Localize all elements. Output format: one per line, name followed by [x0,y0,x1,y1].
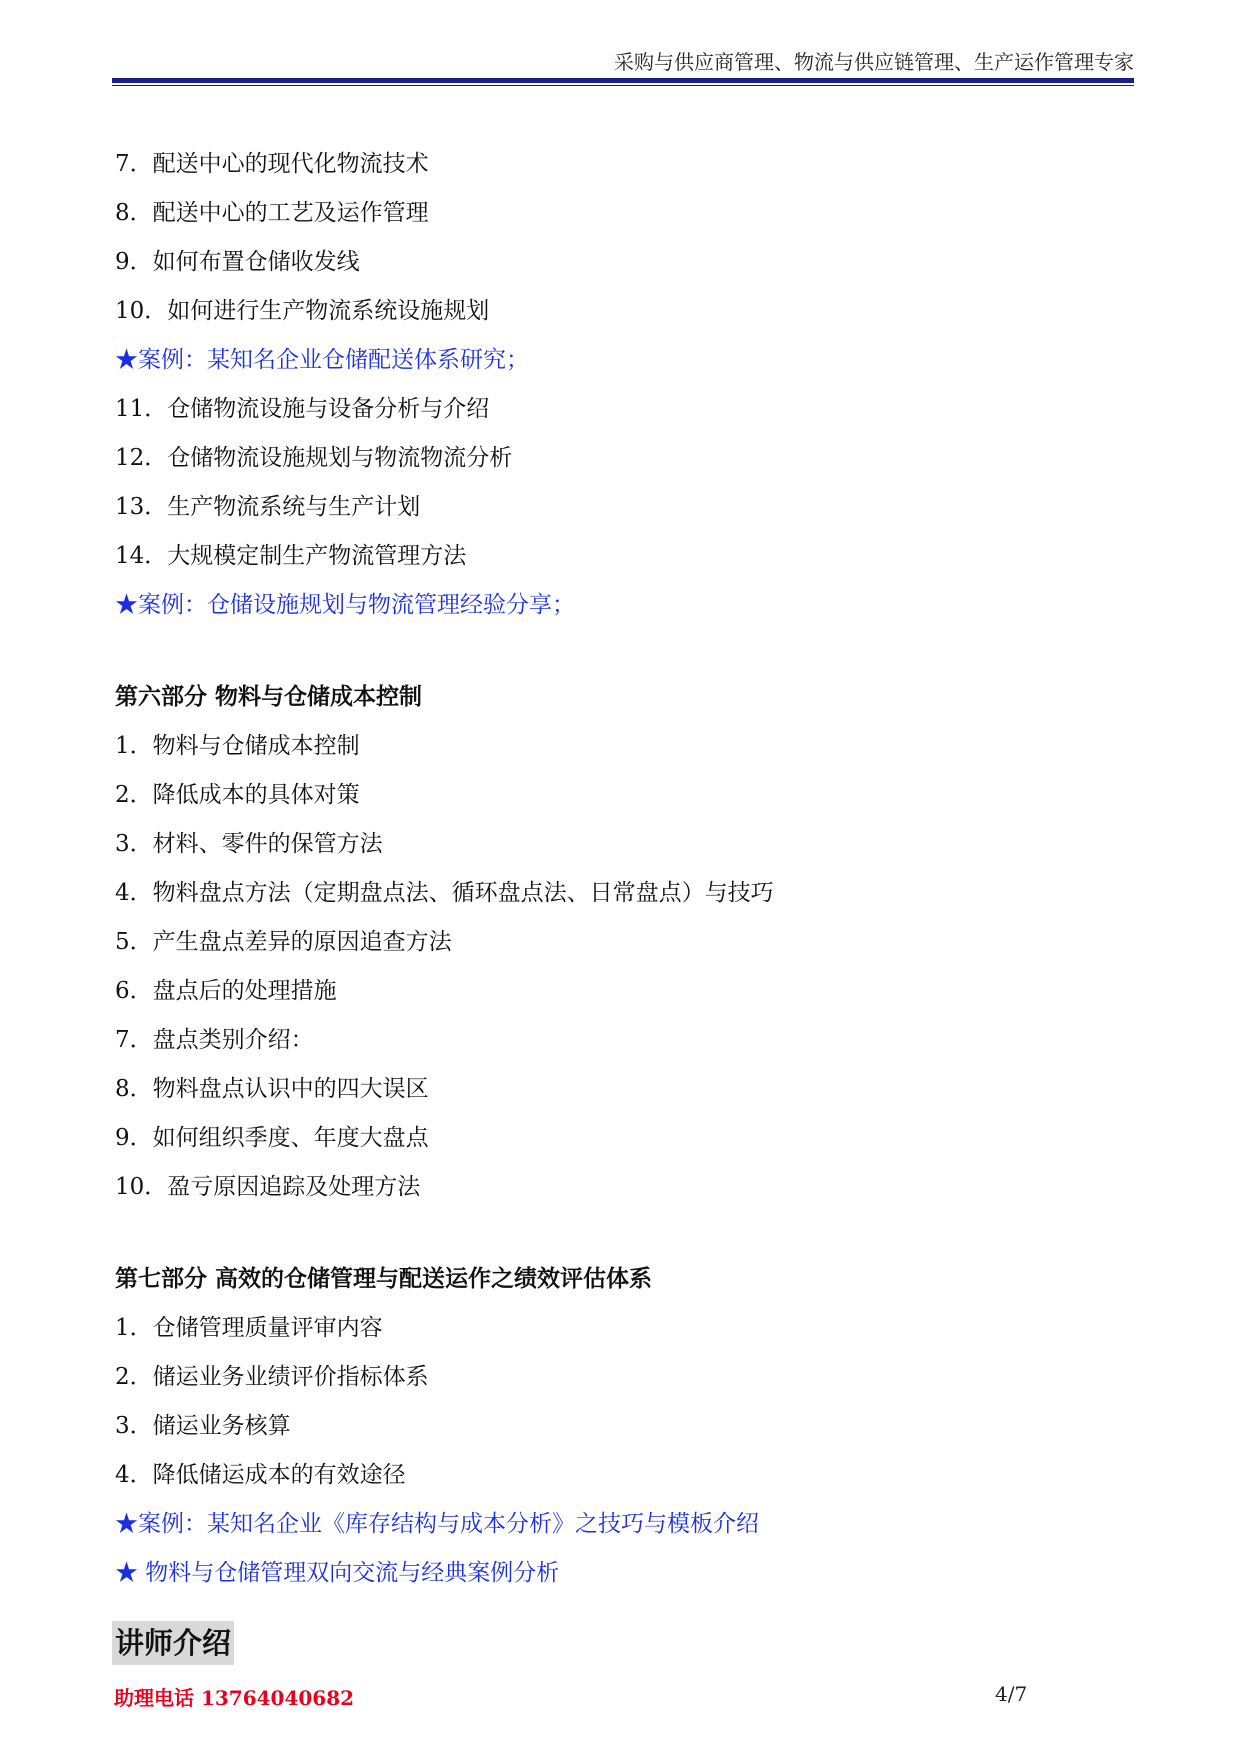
case-item: ★案例：某知名企业《库存结构与成本分析》之技巧与模板介绍 [115,1511,759,1537]
document-body [115,142,1135,1600]
list-item: 7．盘点类别介绍： [115,1027,314,1053]
list-item: 14．大规模定制生产物流管理方法 [115,543,467,569]
page-number: 4/7 [995,1682,1028,1706]
section-title-6: 第六部分 物料与仓储成本控制 [115,683,423,710]
case-item: ★ 物料与仓储管理双向交流与经典案例分析 [115,1560,560,1586]
list-item: 12．仓储物流设施规划与物流物流分析 [115,445,513,471]
list-item: 10．如何进行生产物流系统设施规划 [115,298,490,324]
section-title-7: 第七部分 高效的仓储管理与配送运作之绩效评估体系 [115,1265,653,1292]
header-rule-thin [112,85,1134,86]
list-item: 5．产生盘点差异的原因追查方法 [115,929,452,955]
case-item: ★案例：某知名企业仓储配送体系研究； [115,347,529,373]
list-item: 2．储运业务业绩评价指标体系 [115,1364,429,1390]
list-item: 1．仓储管理质量评审内容 [115,1315,383,1341]
list-item: 3．材料、零件的保管方法 [115,831,383,857]
list-item: 4．物料盘点方法（定期盘点法、循环盘点法、日常盘点）与技巧 [115,880,774,906]
list-item: 7．配送中心的现代化物流技术 [115,151,429,177]
list-item: 13．生产物流系统与生产计划 [115,494,421,520]
list-item: 9．如何布置仓储收发线 [115,249,360,275]
footer-phone: 助理电话 13764040682 [114,1686,355,1710]
instructor-heading: 讲师介绍 [112,1621,234,1665]
header-rule-thick [112,78,1134,83]
list-item: 4．降低储运成本的有效途径 [115,1462,406,1488]
page-header [112,46,1134,86]
list-item: 10．盈亏原因追踪及处理方法 [115,1174,421,1200]
list-item: 1．物料与仓储成本控制 [115,733,360,759]
list-item: 3．储运业务核算 [115,1413,291,1439]
case-item: ★案例：仓储设施规划与物流管理经验分享； [115,592,575,618]
list-item: 9．如何组织季度、年度大盘点 [115,1125,429,1151]
list-item: 11．仓储物流设施与设备分析与介绍 [115,396,490,422]
list-item: 6．盘点后的处理措施 [115,978,337,1004]
list-item: 8．配送中心的工艺及运作管理 [115,200,429,226]
list-item: 8．物料盘点认识中的四大误区 [115,1076,429,1102]
list-item: 2．降低成本的具体对策 [115,782,360,808]
header-title: 采购与供应商管理、物流与供应链管理、生产运作管理专家 [614,50,1134,74]
section-gap [115,632,1135,675]
section-gap [115,1214,1135,1257]
